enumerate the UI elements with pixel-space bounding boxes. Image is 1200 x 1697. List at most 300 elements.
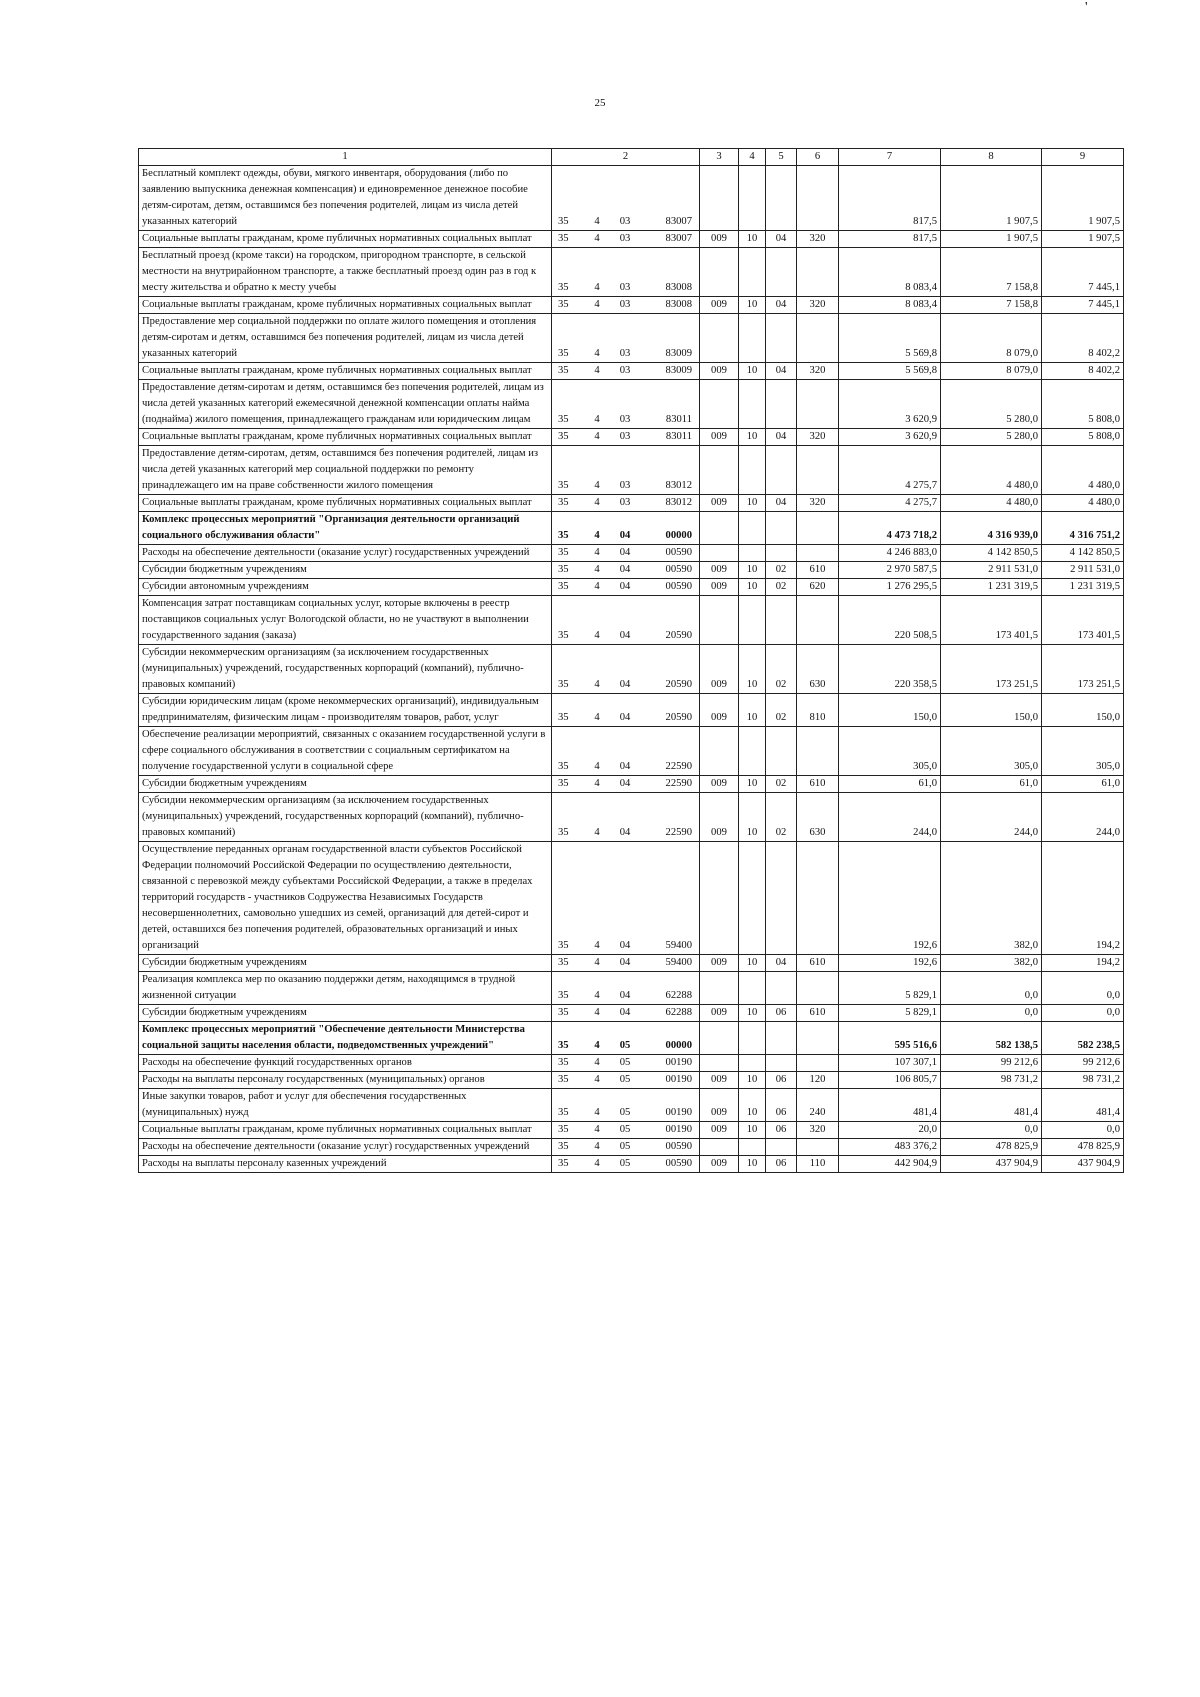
cell-c4: 10 <box>739 562 766 579</box>
cell-c6 <box>797 1022 839 1055</box>
row-code <box>552 562 700 579</box>
row-code <box>552 1005 700 1022</box>
cell-c5 <box>766 545 797 562</box>
table-row <box>139 1089 1124 1122</box>
row-code <box>552 297 700 314</box>
code-part-k3: 05 <box>619 1158 631 1169</box>
cell-c5 <box>766 380 797 429</box>
cell-c5: 04 <box>766 429 797 446</box>
cell-c8: 1 907,5 <box>941 166 1042 231</box>
code-part-k1: 35 <box>558 414 569 425</box>
cell-c3 <box>700 545 739 562</box>
cell-c7: 192,6 <box>839 955 941 972</box>
code-part-k2: 4 <box>594 530 600 541</box>
code-part-k4: 22590 <box>665 827 692 838</box>
row-name: Расходы на выплаты персоналу казенных учреждений <box>139 1156 552 1173</box>
row-name: Расходы на обеспечение деятельности (оказание услуг) государственных учреждений <box>139 545 552 562</box>
cell-c5 <box>766 446 797 495</box>
cell-c9: 4 480,0 <box>1042 495 1124 512</box>
code-part-k1: 35 <box>558 365 569 376</box>
code-part-k4: 59400 <box>665 957 692 968</box>
cell-c9: 194,2 <box>1042 955 1124 972</box>
cell-c8: 173 251,5 <box>941 645 1042 694</box>
cell-c9: 481,4 <box>1042 1089 1124 1122</box>
cell-c7: 817,5 <box>839 231 941 248</box>
cell-c9: 0,0 <box>1042 1005 1124 1022</box>
code-part-k2: 4 <box>594 630 600 641</box>
code-part-k1: 35 <box>558 712 569 723</box>
row-name: Компенсация затрат поставщикам социальных услуг, которые включены в реестр поставщиков социальных услуг Вологодской области, но не участвуют в выполнении государственного задания (заказа) <box>139 596 552 645</box>
cell-c7: 5 829,1 <box>839 972 941 1005</box>
code-part-k2: 4 <box>594 282 600 293</box>
cell-c5 <box>766 972 797 1005</box>
cell-c9: 173 401,5 <box>1042 596 1124 645</box>
row-code <box>552 955 700 972</box>
cell-c7: 150,0 <box>839 694 941 727</box>
table-row <box>139 1005 1124 1022</box>
code-part-k1: 35 <box>558 990 569 1001</box>
code-part-k4: 00000 <box>665 530 692 541</box>
header-cell: 5 <box>766 149 797 166</box>
cell-c8: 7 158,8 <box>941 297 1042 314</box>
cell-c7: 5 569,8 <box>839 363 941 380</box>
cell-c8: 4 142 850,5 <box>941 545 1042 562</box>
cell-c7: 4 246 883,0 <box>839 545 941 562</box>
cell-c6: 620 <box>797 579 839 596</box>
page-number: 25 <box>594 97 606 109</box>
cell-c7: 8 083,4 <box>839 297 941 314</box>
cell-c3: 009 <box>700 1005 739 1022</box>
cell-c6: 630 <box>797 793 839 842</box>
code-part-k3: 04 <box>619 990 631 1001</box>
table-row <box>139 429 1124 446</box>
code-part-k2: 4 <box>594 431 600 442</box>
code-part-k4: 83009 <box>665 365 692 376</box>
code-part-k1: 35 <box>558 957 569 968</box>
code-part-k2: 4 <box>594 1007 600 1018</box>
cell-c4 <box>739 166 766 231</box>
cell-c4 <box>739 380 766 429</box>
cell-c3 <box>700 727 739 776</box>
cell-c8: 481,4 <box>941 1089 1042 1122</box>
code-part-k1: 35 <box>558 282 569 293</box>
cell-c5: 02 <box>766 793 797 842</box>
cell-c4 <box>739 248 766 297</box>
cell-c9: 1 907,5 <box>1042 231 1124 248</box>
code-part-k2: 4 <box>594 761 600 772</box>
cell-c9: 99 212,6 <box>1042 1055 1124 1072</box>
cell-c4: 10 <box>739 1122 766 1139</box>
header-cell: 9 <box>1042 149 1124 166</box>
code-part-k3: 05 <box>619 1107 631 1118</box>
row-name: Предоставление мер социальной поддержки по оплате жилого помещения и отопления детям-сиротам и детям, оставшимся без попечения родителей, лицам из числа детей указанных категорий <box>139 314 552 363</box>
code-part-k1: 35 <box>558 1074 569 1085</box>
row-name: Субсидии юридическим лицам (кроме некоммерческих организаций), индивидуальным предпринимателям, физическим лицам - производителям товаров, работ, услуг <box>139 694 552 727</box>
cell-c6 <box>797 545 839 562</box>
row-code <box>552 1072 700 1089</box>
cell-c3: 009 <box>700 495 739 512</box>
cell-c8: 2 911 531,0 <box>941 562 1042 579</box>
code-part-k3: 05 <box>619 1057 631 1068</box>
row-name: Социальные выплаты гражданам, кроме публичных нормативных социальных выплат <box>139 1122 552 1139</box>
row-name: Реализация комплекса мер по оказанию поддержки детям, находящимся в трудной жизненной ситуации <box>139 972 552 1005</box>
row-code <box>552 972 700 1005</box>
cell-c3 <box>700 314 739 363</box>
code-part-k1: 35 <box>558 1158 569 1169</box>
code-part-k1: 35 <box>558 940 569 951</box>
code-part-k4: 00190 <box>665 1057 692 1068</box>
code-part-k3: 05 <box>619 1141 631 1152</box>
cell-c9: 5 808,0 <box>1042 429 1124 446</box>
cell-c7: 2 970 587,5 <box>839 562 941 579</box>
table-row <box>139 579 1124 596</box>
code-part-k4: 83009 <box>665 348 692 359</box>
code-part-k1: 35 <box>558 761 569 772</box>
code-part-k4: 83012 <box>665 480 692 491</box>
cell-c3 <box>700 248 739 297</box>
cell-c6 <box>797 972 839 1005</box>
cell-c8: 173 401,5 <box>941 596 1042 645</box>
code-part-k2: 4 <box>594 940 600 951</box>
cell-c4: 10 <box>739 579 766 596</box>
row-code <box>552 446 700 495</box>
code-part-k4: 00190 <box>665 1107 692 1118</box>
code-part-k3: 04 <box>619 530 631 541</box>
cell-c4 <box>739 842 766 955</box>
table-body <box>139 166 1124 1173</box>
cell-c9: 0,0 <box>1042 972 1124 1005</box>
code-part-k1: 35 <box>558 299 569 310</box>
row-name: Субсидии бюджетным учреждениям <box>139 776 552 793</box>
cell-c4: 10 <box>739 955 766 972</box>
table-row <box>139 495 1124 512</box>
cell-c3: 009 <box>700 297 739 314</box>
cell-c7: 4 275,7 <box>839 446 941 495</box>
header-cell: 2 <box>552 149 700 166</box>
code-part-k4: 00590 <box>665 581 692 592</box>
row-name: Субсидии бюджетным учреждениям <box>139 955 552 972</box>
cell-c9: 7 445,1 <box>1042 248 1124 297</box>
code-part-k2: 4 <box>594 547 600 558</box>
cell-c6: 320 <box>797 1122 839 1139</box>
cell-c9: 478 825,9 <box>1042 1139 1124 1156</box>
row-name: Осуществление переданных органам государственной власти субъектов Российской Федерации полномочий Российской Федерации по осуществлению деятельности, связанной с перевозкой между субъектами Российской Федерации, а также в пределах территорий государств - участников Содружества Независимых Государств несовершеннолетних, самовольно ушедших из семей, организаций для детей-сирот и детей, оставшихся без попечения родителей, образовательных организаций и иных организаций <box>139 842 552 955</box>
cell-c9: 194,2 <box>1042 842 1124 955</box>
cell-c6: 810 <box>797 694 839 727</box>
cell-c5 <box>766 166 797 231</box>
row-code <box>552 1122 700 1139</box>
cell-c5 <box>766 512 797 545</box>
cell-c8: 0,0 <box>941 972 1042 1005</box>
cell-c4: 10 <box>739 1005 766 1022</box>
cell-c4 <box>739 972 766 1005</box>
cell-c6 <box>797 842 839 955</box>
code-part-k1: 35 <box>558 630 569 641</box>
code-part-k3: 03 <box>619 497 631 508</box>
code-part-k1: 35 <box>558 827 569 838</box>
cell-c4 <box>739 1055 766 1072</box>
row-code <box>552 429 700 446</box>
code-part-k3: 04 <box>619 827 631 838</box>
cell-c7: 3 620,9 <box>839 429 941 446</box>
cell-c8: 1 907,5 <box>941 231 1042 248</box>
code-part-k3: 03 <box>619 233 631 244</box>
code-part-k2: 4 <box>594 480 600 491</box>
cell-c5 <box>766 596 797 645</box>
cell-c8: 98 731,2 <box>941 1072 1042 1089</box>
code-part-k2: 4 <box>594 414 600 425</box>
row-name: Предоставление детям-сиротам, детям, оставшимся без попечения родителей, лицам из числа детей указанных категорий мер социальной поддержки по ремонту принадлежащего им на праве собственности жилого помещения <box>139 446 552 495</box>
cell-c7: 481,4 <box>839 1089 941 1122</box>
code-part-k2: 4 <box>594 233 600 244</box>
cell-c8: 4 480,0 <box>941 495 1042 512</box>
cell-c6 <box>797 314 839 363</box>
cell-c7: 20,0 <box>839 1122 941 1139</box>
cell-c9: 98 731,2 <box>1042 1072 1124 1089</box>
cell-c9: 582 238,5 <box>1042 1022 1124 1055</box>
code-part-k2: 4 <box>594 365 600 376</box>
row-code <box>552 166 700 231</box>
table-row <box>139 1055 1124 1072</box>
row-name: Субсидии некоммерческим организациям (за исключением государственных (муниципальных) учреждений, государственных корпораций (компаний), публично-правовых компаний) <box>139 793 552 842</box>
cell-c8: 244,0 <box>941 793 1042 842</box>
cell-c6: 610 <box>797 1005 839 1022</box>
cell-c6: 610 <box>797 955 839 972</box>
row-name: Расходы на обеспечение деятельности (оказание услуг) государственных учреждений <box>139 1139 552 1156</box>
code-part-k3: 04 <box>619 940 631 951</box>
row-code <box>552 1055 700 1072</box>
cell-c3: 009 <box>700 694 739 727</box>
row-code <box>552 363 700 380</box>
table-row <box>139 596 1124 645</box>
code-part-k1: 35 <box>558 1107 569 1118</box>
code-part-k1: 35 <box>558 431 569 442</box>
cell-c3: 009 <box>700 645 739 694</box>
cell-c5 <box>766 248 797 297</box>
cell-c6: 120 <box>797 1072 839 1089</box>
cell-c5: 04 <box>766 297 797 314</box>
code-part-k1: 35 <box>558 564 569 575</box>
code-part-k3: 03 <box>619 431 631 442</box>
cell-c9: 150,0 <box>1042 694 1124 727</box>
cell-c9: 5 808,0 <box>1042 380 1124 429</box>
cell-c9: 61,0 <box>1042 776 1124 793</box>
cell-c5 <box>766 1055 797 1072</box>
table-row <box>139 1156 1124 1173</box>
code-part-k3: 04 <box>619 1007 631 1018</box>
cell-c7: 107 307,1 <box>839 1055 941 1072</box>
scan-mark: ' <box>1085 0 1088 15</box>
code-part-k1: 35 <box>558 1124 569 1135</box>
code-part-k1: 35 <box>558 1040 569 1051</box>
cell-c6: 320 <box>797 297 839 314</box>
cell-c7: 5 569,8 <box>839 314 941 363</box>
cell-c4: 10 <box>739 363 766 380</box>
cell-c9: 8 402,2 <box>1042 314 1124 363</box>
cell-c8: 582 138,5 <box>941 1022 1042 1055</box>
row-code <box>552 231 700 248</box>
code-part-k3: 03 <box>619 282 631 293</box>
cell-c8: 99 212,6 <box>941 1055 1042 1072</box>
row-name: Социальные выплаты гражданам, кроме публичных нормативных социальных выплат <box>139 363 552 380</box>
cell-c8: 305,0 <box>941 727 1042 776</box>
code-part-k4: 00000 <box>665 1040 692 1051</box>
code-part-k3: 04 <box>619 547 631 558</box>
cell-c5: 06 <box>766 1005 797 1022</box>
header-cell: 8 <box>941 149 1042 166</box>
cell-c6: 320 <box>797 231 839 248</box>
code-part-k3: 04 <box>619 679 631 690</box>
row-code <box>552 248 700 297</box>
table-row <box>139 727 1124 776</box>
cell-c8: 7 158,8 <box>941 248 1042 297</box>
cell-c8: 150,0 <box>941 694 1042 727</box>
cell-c3: 009 <box>700 429 739 446</box>
code-part-k4: 22590 <box>665 778 692 789</box>
cell-c6: 610 <box>797 776 839 793</box>
cell-c5: 02 <box>766 694 797 727</box>
cell-c6: 320 <box>797 495 839 512</box>
cell-c5: 04 <box>766 955 797 972</box>
cell-c4: 10 <box>739 793 766 842</box>
cell-c6 <box>797 1139 839 1156</box>
cell-c3 <box>700 446 739 495</box>
code-part-k3: 03 <box>619 365 631 376</box>
cell-c9: 0,0 <box>1042 1122 1124 1139</box>
row-name: Социальные выплаты гражданам, кроме публичных нормативных социальных выплат <box>139 297 552 314</box>
cell-c5: 04 <box>766 495 797 512</box>
cell-c9: 173 251,5 <box>1042 645 1124 694</box>
cell-c7: 61,0 <box>839 776 941 793</box>
code-part-k2: 4 <box>594 1057 600 1068</box>
cell-c9: 4 142 850,5 <box>1042 545 1124 562</box>
cell-c7: 483 376,2 <box>839 1139 941 1156</box>
table-row <box>139 776 1124 793</box>
code-part-k3: 05 <box>619 1124 631 1135</box>
row-name: Иные закупки товаров, работ и услуг для обеспечения государственных (муниципальных) нужд <box>139 1089 552 1122</box>
cell-c5: 02 <box>766 562 797 579</box>
cell-c6 <box>797 166 839 231</box>
table-row <box>139 1139 1124 1156</box>
cell-c5: 04 <box>766 363 797 380</box>
cell-c6: 630 <box>797 645 839 694</box>
code-part-k4: 00590 <box>665 547 692 558</box>
row-code <box>552 596 700 645</box>
cell-c6: 240 <box>797 1089 839 1122</box>
code-part-k2: 4 <box>594 299 600 310</box>
cell-c7: 5 829,1 <box>839 1005 941 1022</box>
cell-c4: 10 <box>739 776 766 793</box>
row-name: Расходы на выплаты персоналу государственных (муниципальных) органов <box>139 1072 552 1089</box>
cell-c7: 192,6 <box>839 842 941 955</box>
table-row <box>139 1022 1124 1055</box>
table-row <box>139 166 1124 231</box>
code-part-k2: 4 <box>594 1141 600 1152</box>
code-part-k4: 00190 <box>665 1074 692 1085</box>
code-part-k2: 4 <box>594 1074 600 1085</box>
cell-c9: 4 480,0 <box>1042 446 1124 495</box>
row-name: Социальные выплаты гражданам, кроме публичных нормативных социальных выплат <box>139 429 552 446</box>
cell-c3 <box>700 596 739 645</box>
code-part-k3: 05 <box>619 1040 631 1051</box>
code-part-k1: 35 <box>558 1057 569 1068</box>
cell-c8: 8 079,0 <box>941 314 1042 363</box>
cell-c4 <box>739 727 766 776</box>
cell-c8: 4 480,0 <box>941 446 1042 495</box>
cell-c4 <box>739 314 766 363</box>
cell-c4: 10 <box>739 1072 766 1089</box>
cell-c6: 610 <box>797 562 839 579</box>
cell-c5 <box>766 1022 797 1055</box>
code-part-k1: 35 <box>558 233 569 244</box>
row-code <box>552 727 700 776</box>
cell-c3 <box>700 512 739 545</box>
cell-c4 <box>739 1022 766 1055</box>
table-row <box>139 842 1124 955</box>
cell-c9: 2 911 531,0 <box>1042 562 1124 579</box>
cell-c6 <box>797 596 839 645</box>
header-row <box>139 149 1124 166</box>
cell-c3: 009 <box>700 579 739 596</box>
code-part-k4: 00590 <box>665 1141 692 1152</box>
row-code <box>552 495 700 512</box>
cell-c7: 4 275,7 <box>839 495 941 512</box>
code-part-k4: 83008 <box>665 282 692 293</box>
header-cell: 4 <box>739 149 766 166</box>
row-code <box>552 1022 700 1055</box>
cell-c6 <box>797 1055 839 1072</box>
row-name: Социальные выплаты гражданам, кроме публичных нормативных социальных выплат <box>139 495 552 512</box>
code-part-k1: 35 <box>558 547 569 558</box>
row-name: Бесплатный комплект одежды, обуви, мягкого инвентаря, оборудования (либо по заявлению выпускника денежная компенсация) и единовременное денежное пособие детям-сиротам, детям, оставшимся без попечения родителей, лицам из числа детей указанных категорий <box>139 166 552 231</box>
table-row <box>139 363 1124 380</box>
code-part-k2: 4 <box>594 1158 600 1169</box>
code-part-k2: 4 <box>594 712 600 723</box>
cell-c5: 02 <box>766 776 797 793</box>
table-row <box>139 545 1124 562</box>
code-part-k2: 4 <box>594 990 600 1001</box>
code-part-k4: 00590 <box>665 564 692 575</box>
cell-c8: 382,0 <box>941 842 1042 955</box>
row-code <box>552 1089 700 1122</box>
cell-c5 <box>766 727 797 776</box>
row-code <box>552 793 700 842</box>
code-part-k3: 05 <box>619 1074 631 1085</box>
row-name: Социальные выплаты гражданам, кроме публичных нормативных социальных выплат <box>139 231 552 248</box>
cell-c3 <box>700 972 739 1005</box>
cell-c5: 02 <box>766 579 797 596</box>
cell-c7: 220 358,5 <box>839 645 941 694</box>
table-row <box>139 793 1124 842</box>
cell-c3 <box>700 842 739 955</box>
cell-c8: 1 231 319,5 <box>941 579 1042 596</box>
cell-c5: 06 <box>766 1072 797 1089</box>
table-row <box>139 248 1124 297</box>
cell-c4: 10 <box>739 495 766 512</box>
cell-c8: 61,0 <box>941 776 1042 793</box>
row-code <box>552 579 700 596</box>
cell-c4: 10 <box>739 694 766 727</box>
row-name: Субсидии некоммерческим организациям (за исключением государственных (муниципальных) учреждений, государственных корпораций (компаний), публично-правовых компаний) <box>139 645 552 694</box>
cell-c8: 0,0 <box>941 1005 1042 1022</box>
cell-c5: 02 <box>766 645 797 694</box>
cell-c4 <box>739 545 766 562</box>
table-row <box>139 562 1124 579</box>
cell-c4 <box>739 1139 766 1156</box>
code-part-k4: 22590 <box>665 761 692 772</box>
cell-c3 <box>700 166 739 231</box>
cell-c8: 8 079,0 <box>941 363 1042 380</box>
